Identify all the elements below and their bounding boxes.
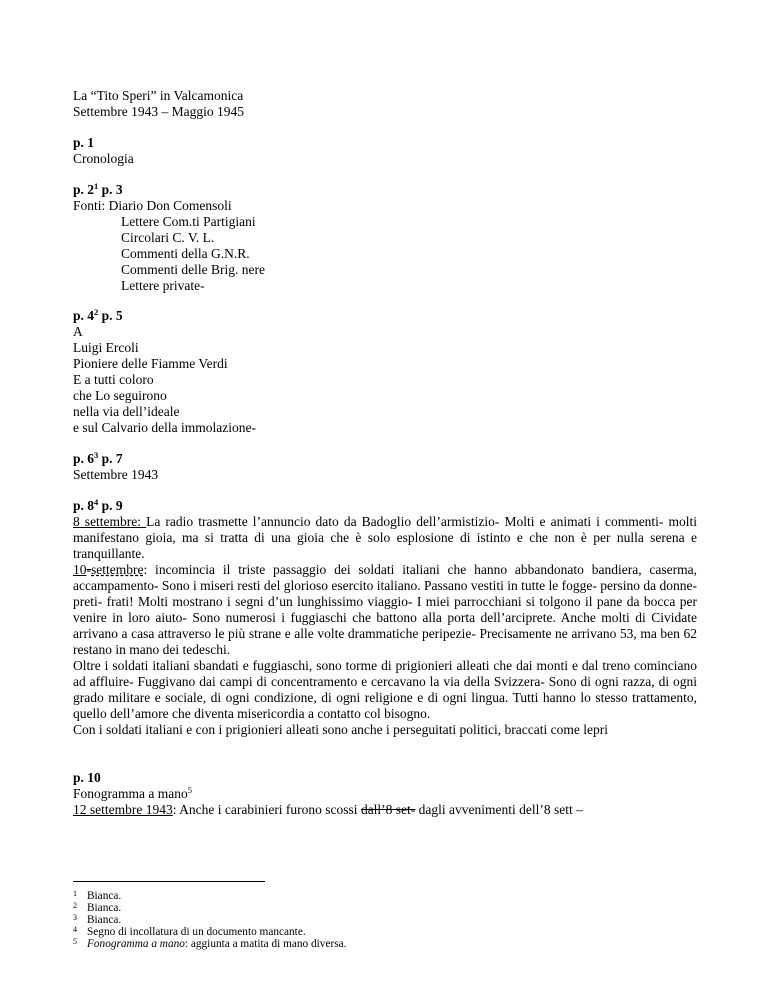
document-title bbox=[73, 88, 697, 120]
diary-date-word: settembre bbox=[91, 562, 144, 577]
source-item: Lettere Com.ti Partigiani bbox=[121, 214, 256, 229]
section-text: Settembre 1943 bbox=[73, 467, 159, 482]
dedication-line: Luigi Ercoli bbox=[73, 340, 139, 355]
diary-date-num: 10 bbox=[73, 562, 87, 577]
diary-paragraph: Con i soldati italiani e con i prigionieri alleati sono anche i perseguitati politici, braccati come lepri bbox=[73, 722, 608, 737]
dedication-line: e sul Calvario della immolazione- bbox=[73, 420, 256, 435]
page-ref-heading: p. 10 bbox=[73, 770, 101, 785]
sources-line bbox=[73, 198, 697, 214]
title-line-2: Settembre 1943 – Maggio 1945 bbox=[73, 104, 244, 119]
footnote-separator bbox=[73, 881, 265, 882]
page-ref-heading: p. $2^1$ p. 3 bbox=[73, 181, 123, 197]
source-item: Circolari C. V. L. bbox=[121, 230, 215, 245]
page-ref-heading: p. $6^3$ p. 7 bbox=[73, 450, 123, 466]
footnote: 2 Bianca. bbox=[73, 901, 122, 914]
fonti-label: Fonti: bbox=[73, 198, 109, 213]
footnote-marker: 5 bbox=[187, 785, 192, 795]
section-text: Cronologia bbox=[73, 151, 134, 166]
dedication-line: Pioniere delle Fiamme Verdi bbox=[73, 356, 228, 371]
source-item: Commenti delle Brig. nere bbox=[121, 262, 265, 277]
diary-paragraph: Oltre i soldati italiani sbandati e fuggiaschi, sono torme di prigionieri alleati che dai monti e dal treno cominciano ad affluire- Fuggivano dai campi di concentramento e cercavano la via della Svizzera- Sono di ogni razza, di ogni grado militare e sociale, di ogni condizione, di ogni religione e di ogni lingua. Tutti hanno lo stesso trattamento, quello dell’amore che diventa misericordia a contatto col bisogno. bbox=[73, 658, 697, 721]
fonogramma-note: Fonogramma a mano$^5$ bbox=[73, 785, 192, 801]
page-ref-heading: p. 1 bbox=[73, 135, 95, 150]
dedication-line: E a tutti coloro bbox=[73, 372, 154, 387]
section-p1 bbox=[73, 135, 697, 167]
title-line-1: La “Tito Speri” in Valcamonica bbox=[73, 88, 244, 103]
dedication-line: nella via dell’ideale bbox=[73, 404, 180, 419]
section-p10 bbox=[73, 770, 697, 818]
dedication-line: che Lo seguirono bbox=[73, 388, 167, 403]
source-item: Commenti della G.N.R. bbox=[121, 246, 250, 261]
diary-date: 12 settembre 1943 bbox=[73, 802, 173, 817]
footnote-marker: 3 bbox=[94, 450, 99, 460]
page-ref-heading: p. $4^2$ p. 5 bbox=[73, 307, 123, 323]
diary-paragraph: 12 settembre 1943: Anche i carabinieri furono scossi dall’8 set- dagli avvenimenti dell’8 sett – bbox=[73, 802, 583, 817]
footnote: 4 Segno di incollatura di un documento mancante. bbox=[73, 925, 306, 938]
footnote: 5 Fonogramma a mano: aggiunta a matita di mano diversa. bbox=[73, 937, 347, 950]
footnote-marker: 4 bbox=[94, 497, 99, 507]
diary-paragraph: 8 settembre: La radio trasmette l’annuncio dato da Badoglio dell’armistizio- Molti e animati i commenti- molti manifestano gioia, ma si tratta di una gioia che è solo esplosione di istinto e che non è per nulla serena e tranquillante. bbox=[73, 514, 697, 561]
diary-date: 8 settembre: bbox=[73, 514, 147, 529]
section-p6 bbox=[73, 451, 697, 483]
diary-paragraph: 10-settembre: incomincia il triste passaggio dei soldati italiani che hanno abbandonato bandiera, caserma, accampamento- Sono i miseri resti del glorioso esercito italiano. Passano vestiti in tutte le fogge- persino da donne- preti- frati! Molti mostrano i segni d’un lunghissimo viaggio- I miei parrocchiani si tolgono il pane da bocca per venire in loro aiuto- Sono numerosi i fuggiaschi che battono alla porta dell’arciprete. Anche molti di Cividate arrivano a casa attraverso le più strane e alle volte drammatiche peripezie- Precisamente ne arrivano 53, ma ben 62 restano in mano dei tedeschi. bbox=[73, 562, 697, 657]
footnote-marker: 2 bbox=[94, 307, 99, 317]
source-item: Diario Don Comensoli bbox=[108, 198, 232, 213]
section-p4-dedication bbox=[73, 308, 697, 436]
page-ref-heading: p. $8^4$ p. 9 bbox=[73, 497, 123, 513]
footnote: 1 Bianca. bbox=[73, 889, 122, 902]
section-p2 bbox=[73, 182, 697, 294]
footnote: 3 Bianca. bbox=[73, 913, 122, 926]
dedication-line: A bbox=[73, 324, 83, 339]
source-item: Lettere private- bbox=[121, 278, 205, 293]
section-p8-diary bbox=[73, 498, 697, 738]
struck-text: dall’8 set- bbox=[360, 802, 416, 817]
footnote-marker: 1 bbox=[94, 181, 99, 191]
